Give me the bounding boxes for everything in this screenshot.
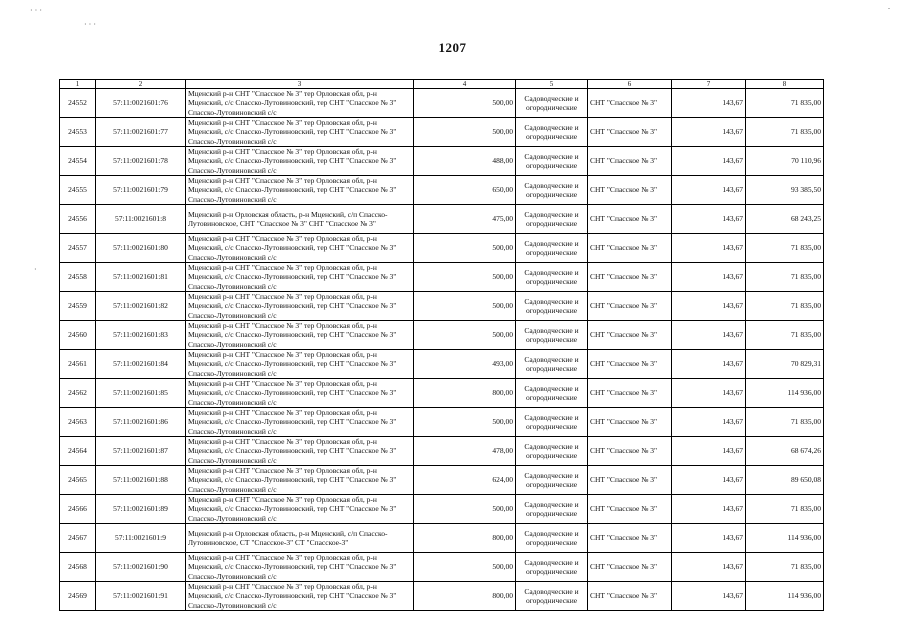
row-number-cell: 24561 [60, 350, 96, 379]
land-use-cell: Садоводческие и огороднические [516, 118, 588, 147]
cadastral-value-cell: 71 835,00 [746, 495, 824, 524]
cadastral-number-cell: 57:11:0021601:80 [96, 234, 186, 263]
table-row [60, 176, 824, 205]
area-cell: 488,00 [414, 147, 516, 176]
cadastral-value-cell: 114 936,00 [746, 379, 824, 408]
address-line: Мценский, с/с Спасско-Лутовиновский, тер СНТ "Спасское № 3" [188, 475, 397, 485]
cadastral-value-cell: 114 936,00 [746, 582, 824, 611]
cadastral-value-cell: 71 835,00 [746, 292, 824, 321]
column-header: 1 [60, 80, 96, 89]
snt-name-cell: СНТ "Спасское № 3" [588, 234, 672, 263]
land-use-cell: Садоводческие и огороднические [516, 553, 588, 582]
table-row [60, 205, 824, 234]
area-cell: 500,00 [414, 553, 516, 582]
land-use-cell: Садоводческие и огороднические [516, 263, 588, 292]
snt-name-cell: СНТ "Спасское № 3" [588, 437, 672, 466]
rate-cell: 143,67 [672, 466, 746, 495]
snt-name-cell: СНТ "Спасское № 3" [588, 379, 672, 408]
rate-cell: 143,67 [672, 89, 746, 118]
column-header: 2 [96, 80, 186, 89]
snt-name-cell: СНТ "Спасское № 3" [588, 118, 672, 147]
cadastral-value-cell: 71 835,00 [746, 408, 824, 437]
address-line: Спасско-Лутовиновский с/с [188, 136, 277, 146]
address-line: Спасско-Лутовиновский с/с [188, 339, 277, 349]
cadastral-number-cell: 57:11:0021601:77 [96, 118, 186, 147]
rate-cell: 143,67 [672, 350, 746, 379]
area-cell: 500,00 [414, 234, 516, 263]
row-number-cell: 24559 [60, 292, 96, 321]
table-row [60, 234, 824, 263]
row-number-cell: 24562 [60, 379, 96, 408]
address-cell [186, 495, 414, 524]
scan-artifact: · · · [84, 20, 96, 29]
cadastral-value-cell: 68 243,25 [746, 205, 824, 234]
cadastral-value-cell: 68 674,26 [746, 437, 824, 466]
address-line: Спасско-Лутовиновский с/с [188, 484, 277, 494]
land-use-cell: Садоводческие и огороднические [516, 379, 588, 408]
address-line: Мценский р-н Орловская область, р-н Мценский, с/п Спасско- [188, 528, 388, 538]
cadastral-number-cell: 57:11:0021601:87 [96, 437, 186, 466]
cadastral-number-cell: 57:11:0021601:83 [96, 321, 186, 350]
address-cell [186, 263, 414, 292]
address-line: Мценский р-н СНТ "Спасское № 3" тер Орловская обл, р-н [188, 147, 377, 157]
area-cell: 500,00 [414, 495, 516, 524]
land-use-cell: Садоводческие и огороднические [516, 321, 588, 350]
cadastral-number-cell: 57:11:0021601:76 [96, 89, 186, 118]
address-line: Мценский р-н СНТ "Спасское № 3" тер Орловская обл, р-н [188, 263, 377, 273]
area-cell: 500,00 [414, 408, 516, 437]
address-cell [186, 379, 414, 408]
address-line: Спасско-Лутовиновский с/с [188, 455, 277, 465]
address-cell [186, 350, 414, 379]
column-header: 6 [588, 80, 672, 89]
rate-cell: 143,67 [672, 292, 746, 321]
area-cell: 500,00 [414, 292, 516, 321]
cadastral-number-cell: 57:11:0021601:86 [96, 408, 186, 437]
table-row [60, 379, 824, 408]
land-use-cell: Садоводческие и огороднические [516, 350, 588, 379]
address-cell [186, 176, 414, 205]
address-line: Мценский, с/с Спасско-Лутовиновский, тер СНТ "Спасское № 3" [188, 185, 397, 195]
address-line: Мценский, с/с Спасско-Лутовиновский, тер СНТ "Спасское № 3" [188, 359, 397, 369]
rate-cell: 143,67 [672, 437, 746, 466]
row-number-cell: 24564 [60, 437, 96, 466]
table-row [60, 147, 824, 176]
row-number-cell: 24557 [60, 234, 96, 263]
address-line: Мценский р-н СНТ "Спасское № 3" тер Орловская обл, р-н [188, 234, 377, 244]
snt-name-cell: СНТ "Спасское № 3" [588, 147, 672, 176]
row-number-cell: 24563 [60, 408, 96, 437]
area-cell: 500,00 [414, 89, 516, 118]
address-cell [186, 408, 414, 437]
table-row [60, 524, 824, 553]
land-use-cell: Садоводческие и огороднические [516, 176, 588, 205]
snt-name-cell: СНТ "Спасское № 3" [588, 350, 672, 379]
row-number-cell: 24552 [60, 89, 96, 118]
page-number: 1207 [438, 40, 467, 55]
row-number-cell: 24554 [60, 147, 96, 176]
address-line: Мценский, с/с Спасско-Лутовиновский, тер СНТ "Спасское № 3" [188, 591, 397, 601]
rate-cell: 143,67 [672, 118, 746, 147]
snt-name-cell: СНТ "Спасское № 3" [588, 524, 672, 553]
cadastral-number-cell: 57:11:0021601:89 [96, 495, 186, 524]
snt-name-cell: СНТ "Спасское № 3" [588, 263, 672, 292]
snt-name-cell: СНТ "Спасское № 3" [588, 205, 672, 234]
cadastral-number-cell: 57:11:0021601:85 [96, 379, 186, 408]
address-line: Мценский р-н СНТ "Спасское № 3" тер Орловская обл, р-н [188, 176, 377, 186]
column-header: 7 [672, 80, 746, 89]
address-line: Мценский р-н СНТ "Спасское № 3" тер Орловская обл, р-н [188, 437, 377, 447]
snt-name-cell: СНТ "Спасское № 3" [588, 466, 672, 495]
address-line: Мценский р-н СНТ "Спасское № 3" тер Орловская обл, р-н [188, 292, 377, 302]
address-cell [186, 147, 414, 176]
row-number-cell: 24553 [60, 118, 96, 147]
address-cell [186, 234, 414, 263]
rate-cell: 143,67 [672, 147, 746, 176]
rate-cell: 143,67 [672, 176, 746, 205]
cadastral-number-cell: 57:11:0021601:79 [96, 176, 186, 205]
area-cell: 800,00 [414, 379, 516, 408]
cadastral-number-cell: 57:11:0021601:9 [96, 524, 186, 553]
rate-cell: 143,67 [672, 524, 746, 553]
land-use-cell: Садоводческие и огороднические [516, 234, 588, 263]
address-line: Мценский р-н СНТ "Спасское № 3" тер Орловская обл, р-н [188, 553, 377, 563]
column-header: 4 [414, 80, 516, 89]
cadastral-number-cell: 57:11:0021601:82 [96, 292, 186, 321]
row-number-cell: 24566 [60, 495, 96, 524]
table-row [60, 582, 824, 611]
area-cell: 493,00 [414, 350, 516, 379]
scan-artifact: · · · [30, 6, 42, 15]
row-number-cell: 24556 [60, 205, 96, 234]
address-line: Спасско-Лутовиновский с/с [188, 571, 277, 581]
area-cell: 650,00 [414, 176, 516, 205]
address-line: Мценский, с/с Спасско-Лутовиновский, тер СНТ "Спасское № 3" [188, 446, 397, 456]
row-number-cell: 24567 [60, 524, 96, 553]
address-line: Лутовиновское, СНТ "Спасское № 3" СНТ "Спасское № 3" [188, 219, 376, 228]
address-line: Спасско-Лутовиновский с/с [188, 397, 277, 407]
snt-name-cell: СНТ "Спасское № 3" [588, 176, 672, 205]
cadastral-value-cell: 89 650,08 [746, 466, 824, 495]
table-row [60, 495, 824, 524]
address-line: Мценский, с/с Спасско-Лутовиновский, тер СНТ "Спасское № 3" [188, 330, 397, 340]
address-line: Мценский р-н СНТ "Спасское № 3" тер Орловская обл, р-н [188, 321, 377, 331]
rate-cell: 143,67 [672, 408, 746, 437]
area-cell: 500,00 [414, 321, 516, 350]
scan-artifact: . [888, 2, 890, 11]
address-line: Спасско-Лутовиновский с/с [188, 281, 277, 291]
table-row [60, 466, 824, 495]
snt-name-cell: СНТ "Спасское № 3" [588, 292, 672, 321]
address-line: Мценский, с/с Спасско-Лутовиновский, тер СНТ "Спасское № 3" [188, 504, 397, 514]
rate-cell: 143,67 [672, 205, 746, 234]
table-row [60, 437, 824, 466]
cadastral-value-cell: 71 835,00 [746, 263, 824, 292]
area-cell: 475,00 [414, 205, 516, 234]
table-row [60, 89, 824, 118]
column-header: 8 [746, 80, 824, 89]
area-cell: 500,00 [414, 118, 516, 147]
address-line: Спасско-Лутовиновский с/с [188, 194, 277, 204]
cadastral-number-cell: 57:11:0021601:91 [96, 582, 186, 611]
column-header: 5 [516, 80, 588, 89]
cadastral-number-cell: 57:11:0021601:81 [96, 263, 186, 292]
rate-cell: 143,67 [672, 495, 746, 524]
cadastral-value-cell: 70 829,31 [746, 350, 824, 379]
cadastral-value-cell: 114 936,00 [746, 524, 824, 553]
land-use-cell: Садоводческие и огороднические [516, 466, 588, 495]
column-header: 3 [186, 80, 414, 89]
cadastral-value-cell: 71 835,00 [746, 89, 824, 118]
address-line: Мценский р-н СНТ "Спасское № 3" тер Орловская обл, р-н [188, 495, 377, 505]
address-cell [186, 437, 414, 466]
table-row [60, 292, 824, 321]
table-body [60, 89, 824, 611]
address-line: Мценский, с/с Спасско-Лутовиновский, тер СНТ "Спасское № 3" [188, 127, 397, 137]
address-cell [186, 524, 414, 553]
address-line: Спасско-Лутовиновский с/с [188, 600, 277, 610]
row-number-cell: 24560 [60, 321, 96, 350]
row-number-cell: 24555 [60, 176, 96, 205]
snt-name-cell: СНТ "Спасское № 3" [588, 408, 672, 437]
cadastral-value-cell: 71 835,00 [746, 553, 824, 582]
area-cell: 800,00 [414, 582, 516, 611]
address-cell [186, 553, 414, 582]
cadastral-value-cell: 71 835,00 [746, 234, 824, 263]
address-line: Спасско-Лутовиновский с/с [188, 513, 277, 523]
address-line: Мценский р-н СНТ "Спасское № 3" тер Орловская обл, р-н [188, 466, 377, 476]
address-line: Мценский р-н Орловская область, р-н Мценский, с/п Спасско- [188, 209, 388, 219]
land-use-cell: Садоводческие и огороднические [516, 437, 588, 466]
address-line: Мценский р-н СНТ "Спасское № 3" тер Орловская обл, р-н [188, 582, 377, 592]
address-line: Спасско-Лутовиновский с/с [188, 107, 277, 117]
land-registry-table [59, 79, 824, 611]
address-cell [186, 292, 414, 321]
table-row [60, 553, 824, 582]
rate-cell: 143,67 [672, 263, 746, 292]
cadastral-value-cell: 71 835,00 [746, 321, 824, 350]
cadastral-number-cell: 57:11:0021601:78 [96, 147, 186, 176]
rate-cell: 143,67 [672, 234, 746, 263]
address-line: Мценский, с/с Спасско-Лутовиновский, тер СНТ "Спасское № 3" [188, 272, 397, 282]
land-use-cell: Садоводческие и огороднические [516, 292, 588, 321]
row-number-cell: 24568 [60, 553, 96, 582]
snt-name-cell: СНТ "Спасское № 3" [588, 321, 672, 350]
address-line: Мценский, с/с Спасско-Лутовиновский, тер СНТ "Спасское № 3" [188, 562, 397, 572]
address-line: Лутовиновское, СТ "Спасское-3" СТ "Спасское-3" [188, 538, 349, 547]
cadastral-value-cell: 71 835,00 [746, 118, 824, 147]
area-cell: 478,00 [414, 437, 516, 466]
address-line: Мценский, с/с Спасско-Лутовиновский, тер СНТ "Спасское № 3" [188, 388, 397, 398]
address-line: Мценский р-н СНТ "Спасское № 3" тер Орловская обл, р-н [188, 379, 377, 389]
address-line: Спасско-Лутовиновский с/с [188, 165, 277, 175]
table-row [60, 408, 824, 437]
land-use-cell: Садоводческие и огороднические [516, 89, 588, 118]
address-line: Мценский, с/с Спасско-Лутовиновский, тер СНТ "Спасское № 3" [188, 417, 397, 427]
address-line: Спасско-Лутовиновский с/с [188, 310, 277, 320]
row-number-cell: 24569 [60, 582, 96, 611]
land-use-cell: Садоводческие и огороднические [516, 524, 588, 553]
address-line: Спасско-Лутовиновский с/с [188, 252, 277, 262]
land-use-cell: Садоводческие и огороднические [516, 495, 588, 524]
header-row [60, 80, 824, 89]
address-line: Мценский р-н СНТ "Спасское № 3" тер Орловская обл, р-н [188, 89, 377, 99]
address-cell [186, 89, 414, 118]
area-cell: 800,00 [414, 524, 516, 553]
address-cell [186, 321, 414, 350]
cadastral-value-cell: 70 110,96 [746, 147, 824, 176]
rate-cell: 143,67 [672, 321, 746, 350]
cadastral-number-cell: 57:11:0021601:84 [96, 350, 186, 379]
snt-name-cell: СНТ "Спасское № 3" [588, 495, 672, 524]
cadastral-number-cell: 57:11:0021601:88 [96, 466, 186, 495]
address-cell [186, 205, 414, 234]
address-line: Мценский, с/с Спасско-Лутовиновский, тер СНТ "Спасское № 3" [188, 156, 397, 166]
area-cell: 500,00 [414, 263, 516, 292]
land-use-cell: Садоводческие и огороднические [516, 582, 588, 611]
address-line: Мценский, с/с Спасско-Лутовиновский, тер СНТ "Спасское № 3" [188, 98, 397, 108]
cadastral-value-cell: 93 385,50 [746, 176, 824, 205]
table-row [60, 263, 824, 292]
snt-name-cell: СНТ "Спасское № 3" [588, 89, 672, 118]
row-number-cell: 24558 [60, 263, 96, 292]
cadastral-number-cell: 57:11:0021601:8 [96, 205, 186, 234]
table-row [60, 118, 824, 147]
address-line: Мценский р-н СНТ "Спасское № 3" тер Орловская обл, р-н [188, 118, 377, 128]
address-line: Спасско-Лутовиновский с/с [188, 368, 277, 378]
address-line: Спасско-Лутовиновский с/с [188, 426, 277, 436]
area-cell: 624,00 [414, 466, 516, 495]
address-line: Мценский р-н СНТ "Спасское № 3" тер Орловская обл, р-н [188, 408, 377, 418]
table-row [60, 350, 824, 379]
address-line: Мценский, с/с Спасско-Лутовиновский, тер СНТ "Спасское № 3" [188, 243, 397, 253]
snt-name-cell: СНТ "Спасское № 3" [588, 553, 672, 582]
land-use-cell: Садоводческие и огороднические [516, 408, 588, 437]
scan-artifact: · [34, 265, 37, 274]
address-line: Мценский р-н СНТ "Спасское № 3" тер Орловская обл, р-н [188, 350, 377, 360]
land-use-cell: Садоводческие и огороднические [516, 147, 588, 176]
rate-cell: 143,67 [672, 582, 746, 611]
address-cell [186, 466, 414, 495]
address-cell [186, 118, 414, 147]
table-row [60, 321, 824, 350]
snt-name-cell: СНТ "Спасское № 3" [588, 582, 672, 611]
address-line: Мценский, с/с Спасско-Лутовиновский, тер СНТ "Спасское № 3" [188, 301, 397, 311]
address-cell [186, 582, 414, 611]
land-use-cell: Садоводческие и огороднические [516, 205, 588, 234]
row-number-cell: 24565 [60, 466, 96, 495]
rate-cell: 143,67 [672, 379, 746, 408]
rate-cell: 143,67 [672, 553, 746, 582]
cadastral-number-cell: 57:11:0021601:90 [96, 553, 186, 582]
